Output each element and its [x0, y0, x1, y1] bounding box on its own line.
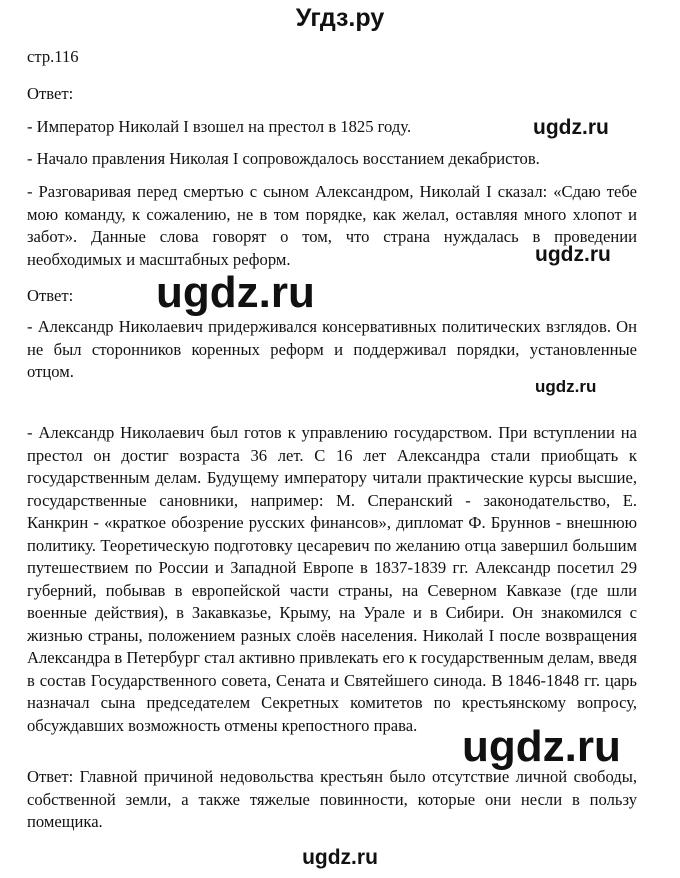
watermark: ugdz.ru — [535, 243, 611, 266]
answer-label: Ответ: — [27, 84, 74, 103]
answer-bullet: - Александр Николаевич был готов к управлению государством. При вступлении на престол он достиг возраста 36 лет. С 16 лет Александра стали приобщать к государственным делам. Будущему императору читали практические курсы высшие, государственные сановники, например: М. Сперанский - законодательство, Е. Канкрин - «краткое обозрение русских финансов», дипломат Ф. Бруннов - внешнюю политику. Теоретическую подготовку цесаревич по желанию отца завершил большим путешествием по России и Западной Европе в 1837-1839 гг. Александр посетил 29 губерний, побывав в европейской части страны, на Северном Кавказе (где шли военные действия), в Закавказье, Крыму, на Урале и в Сибири. Он знакомился с жизнью страны, положением разных слоёв населения. Николай I после возвращения Александра в Петербург стал активно привлекать его к государственным делам, введя в состав Государственного совета, Сената и Святейшего синода. В 1846-1848 гг. царь назначал сына председателем Секретных комитетов по крестьянскому вопросу, обсуждавших возможность отмены крепостного права. — [27, 423, 637, 735]
answer-bullet: - Начало правления Николая I сопровождалось восстанием декабристов. — [27, 149, 540, 168]
site-title: Угдз.ру — [295, 4, 385, 32]
watermark: ugdz.ru — [462, 722, 621, 771]
answer-bullet: - Александр Николаевич придерживался консервативных политических взглядов. Он не был сторонников коренных реформ и поддерживал порядки, установленные отцом. — [27, 317, 637, 381]
watermark: ugdz.ru — [535, 377, 597, 396]
watermark: ugdz.ru — [156, 268, 315, 317]
watermark: ugdz.ru — [533, 116, 609, 139]
answer-bullet: - Разговаривая перед смертью с сыном Александром, Николай I сказал: «Сдаю тебе мою команду, к сожалению, не в том порядке, как желал, оставляя много хлопот и забот». Данные слова говорят о том, что страна нуждалась в проведении необходимых и масштабных реформ. — [27, 182, 637, 269]
answer-label: Ответ: — [27, 286, 74, 305]
answer-bullet: - Император Николай I взошел на престол в 1825 году. — [27, 117, 412, 136]
site-footer: ugdz.ru — [302, 846, 378, 869]
answer-paragraph: Ответ: Главной причиной недовольства крестьян было отсутствие личной свободы, собственной земли, а также тяжелые повинности, которые они несли в пользу помещика. — [27, 767, 637, 831]
page-reference: стр.116 — [27, 47, 79, 66]
